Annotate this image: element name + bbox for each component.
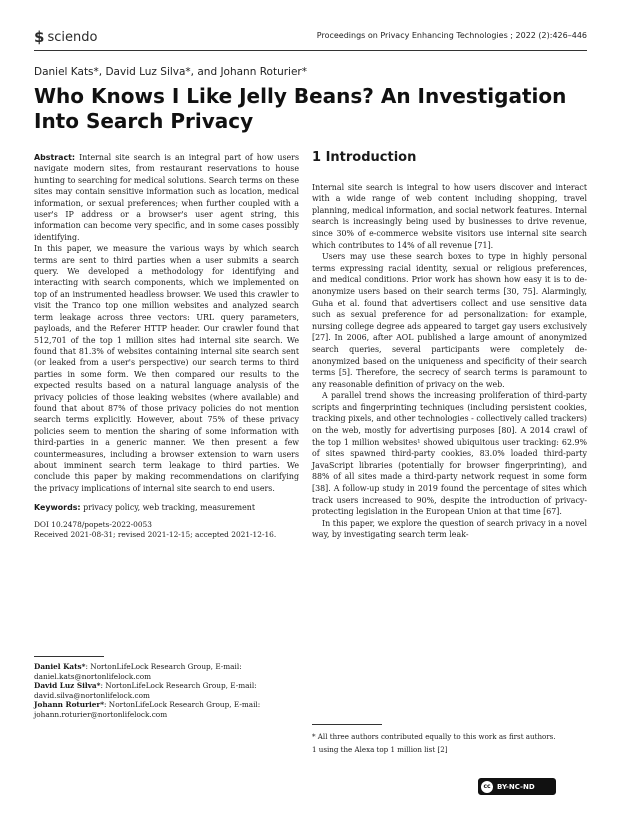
journal-citation: Proceedings on Privacy Enhancing Technologies ; 2022 (2):426–446: [316, 31, 587, 40]
intro-paragraph-3: A parallel trend shows the increasing proliferation of third-party scripts and fingerprinting techniques (including persistent cookies, tracking pixels, and other technologies - collectively called trackers) on the web, mostly for advertising purposes [80]. A 2014 crawl of the top 1 million websites¹ showed ubiquitous user tracking: 62.9% of sites spawned third-party cookies, 83.0% loaded third-party JavaScript libraries (potentially for browser fingerprinting), and 88% of all sites made a third-party network request in some form [38]. A follow-up study in 2019 found the percentage of sites which track users increased to 90%, despite the introduction of privacy-protecting legislation in the European Union at that time [67].: [312, 391, 587, 517]
publisher-logo-icon: $: [34, 28, 45, 46]
intro-paragraph-2: Users may use these search boxes to type in highly personal terms expressing racial identity, sexual or religious preferences, and medical conditions. Prior work has shown how easy it is to de-anonymize users based on their search terms [30, 75]. Alarmingly, Guha et al. found that advertisers collect and use sensitive data such as sexual preference for ad personalization: for example, nursing college degree ads appeared to target gay users exclusively [27]. In 2006, after AOL published a large amount of anonymized search queries, several participants were completely de-anonymized based on the uniqueness and specificity of their search terms [5]. Therefore, the secrecy of search terms is paramount to any reasonable definition of privacy on the web.: [312, 252, 587, 389]
paper-title: Who Knows I Like Jelly Beans? An Investigation Into Search Privacy: [34, 84, 567, 133]
affiliation-3-name: Johann Roturier*: [34, 700, 105, 710]
page-header: [34, 28, 587, 48]
license-text: BY-NC-ND: [497, 782, 535, 791]
header-divider: [34, 50, 587, 51]
license-badge: [478, 778, 556, 795]
footnote-1: * All three authors contributed equally to this work as first authors.: [312, 732, 556, 741]
footnote-2: 1 using the Alexa top 1 million list [2]: [312, 744, 448, 754]
section-heading-introduction: 1 Introduction: [312, 150, 417, 165]
right-column: [312, 152, 587, 541]
doi-block: [34, 520, 299, 540]
abstract-paragraph-2: In this paper, we measure the various ways by which search terms are sent to third parties when a user submits a search query. We developed a methodology for identifying and interacting with search components, which we implemented on top of an instrumented headless browser. We used this crawler to visit the Tranco top one million websites and analyzed search term leakage across three vectors: URL query parameters, payloads, and the Referer HTTP header. Our crawler found that 512,701 of the top 1 million sites had internal site search. We found that 81.3% of websites containing internal site search sent (or leaked from a user's perspective) our search terms to third parties in some form. We then compared our results to the expected results based on a natural language analysis of the privacy policies of those leaking websites (where available) and found that about 87% of those privacy policies do not mention search terms explicitly. However, about 75% of these privacy policies seem to mention the sharing of some information with third-parties in a generic manner. We then present a few countermeasures, including a browser extension to warn users about imminent search term leakage to third parties. We conclude this paper by making recommendations on clarifying the privacy implications of internal site search to end users.: [34, 244, 299, 493]
keywords: [34, 502, 299, 513]
publisher-logo: [34, 28, 97, 46]
footnotes: [312, 732, 587, 757]
abstract-label: Abstract:: [34, 153, 76, 162]
affiliation-2-name: David Luz Silva*: [34, 681, 101, 691]
creative-commons-icon: cc: [481, 781, 493, 793]
intro-paragraph-4: In this paper, we explore the question of search privacy in a novel way, by investigating search term leak-: [312, 518, 587, 540]
author-list: Daniel Kats*, David Luz Silva*, and Johann Roturier*: [34, 66, 307, 78]
abstract-paragraph-1: [34, 152, 299, 243]
keywords-label: Keywords:: [34, 503, 81, 513]
affiliation-1: [34, 662, 299, 681]
publisher-logo-text: sciendo: [47, 29, 98, 45]
keywords-text: privacy policy, web tracking, measurement: [80, 503, 256, 513]
abstract-text-1: Internal site search is an integral part of how users navigate modern sites, from restaurant reservations to house hunting to searching for medical solutions. Search terms on these sites may contain sensitive information such as location, medical information, or sexual preferences; when further coupled with a user's IP address or a browser's user agent string, this information can become very specific, and in some cases possibly identifying.: [34, 153, 299, 242]
affiliation-divider: [34, 656, 104, 657]
received-dates: Received 2021-08-31; revised 2021-12-15; accepted 2021-12-16.: [34, 529, 277, 539]
affiliation-1-text: : NortonLifeLock Research Group, E-mail: daniel.kats@nortonlifelock.com: [34, 662, 242, 681]
footnote-divider: [312, 724, 382, 725]
affiliation-1-name: Daniel Kats*: [34, 662, 86, 671]
left-column: [34, 152, 299, 540]
intro-paragraph-1: Internal site search is integral to how users discover and interact with a wide range of web content including shopping, travel planning, medical information, and social network features. Internal search is increasingly being used by businesses to drive revenue, since 30% of e-commerce website visitors use internal site search which contributes to 14% of all revenue [71].: [312, 182, 587, 250]
doi: DOI 10.2478/popets-2022-0053: [34, 519, 152, 529]
affiliation-3: [34, 700, 299, 719]
affiliations: [34, 662, 299, 720]
affiliation-3-text: : NortonLifeLock Research Group, E-mail: johann.roturier@nortonlifelock.com: [34, 700, 261, 719]
affiliation-2-text: : NortonLifeLock Research Group, E-mail: david.silva@nortonlifelock.com: [34, 681, 257, 700]
affiliation-2: [34, 681, 299, 700]
